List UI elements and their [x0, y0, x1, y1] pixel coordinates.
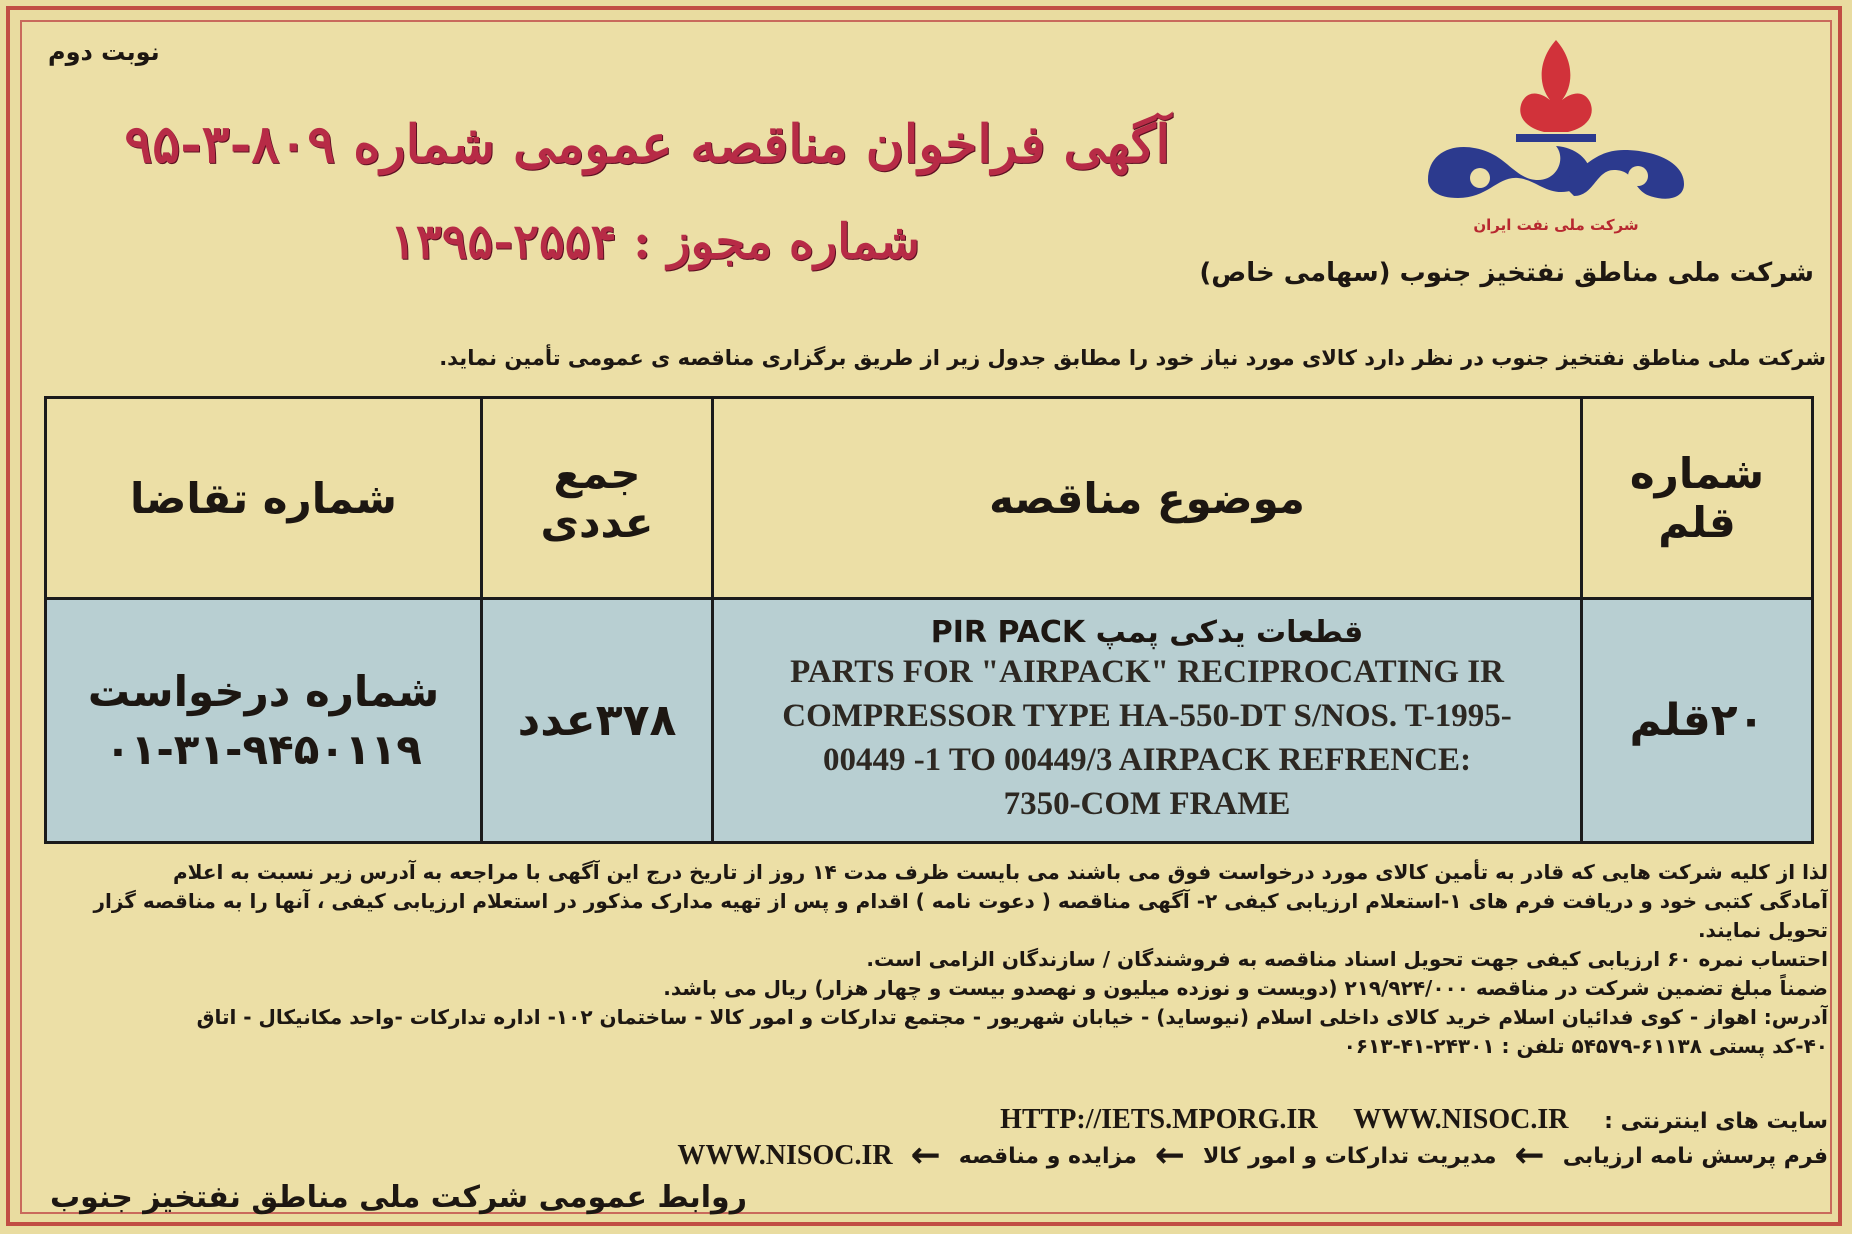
website-link-nisoc[interactable]: WWW.NISOC.IR — [1353, 1104, 1569, 1135]
permit-number: شماره مجوز : ۲۵۵۴-۱۳۹۵ — [390, 214, 920, 270]
request-number: ۰۱-۳۱-۹۴۵۰۱۱۹ — [105, 724, 422, 774]
website-link-iets[interactable]: HTTP://IETS.MPORG.IR — [1000, 1104, 1318, 1135]
subject-english-line: PARTS FOR "AIRPACK" RECIPROCATING IR — [790, 654, 1504, 690]
cell-subject — [713, 599, 1582, 843]
navigation-path — [677, 1135, 1828, 1176]
arrow-left-icon: ← — [1514, 1135, 1545, 1176]
header-request-number: شماره تقاضا — [46, 398, 482, 599]
subject-english-line: 7350-COM FRAME — [1003, 786, 1291, 822]
table-header-row — [46, 398, 1813, 599]
websites-label: سایت های اینترنتی : — [1604, 1109, 1828, 1134]
nioc-flame-logo-icon — [1388, 30, 1724, 216]
footer-signature: روابط عمومی شرکت ملی مناطق نفتخیز جنوب — [50, 1180, 747, 1215]
cell-quantity: ۳۷۸عدد — [482, 599, 713, 843]
table-row — [46, 599, 1813, 843]
header-quantity — [482, 398, 713, 599]
cell-request — [46, 599, 482, 843]
path-url-link[interactable]: WWW.NISOC.IR — [677, 1140, 893, 1171]
arrow-left-icon: ← — [910, 1135, 941, 1176]
notice-title: آگهی فراخوان مناقصه عمومی شماره ۸۰۹-۳-۹۵ — [124, 114, 1170, 175]
body-line: تحویل نمایند. — [1697, 918, 1828, 942]
header-item-number: شماره قلم — [1582, 398, 1813, 599]
company-name: شرکت ملی مناطق نفتخیز جنوب (سهامی خاص) — [1199, 258, 1814, 288]
body-line: ۴۰-کد پستی ۶۱۱۳۸-۵۴۵۷۹ تلفن : ۲۴۳۰۱-۴۱-۰۶۱۳ — [1343, 1034, 1828, 1058]
arrow-left-icon: ← — [1154, 1135, 1186, 1176]
logo — [1388, 30, 1724, 250]
body-line: آدرس: اهواز - کوی فدائیان اسلام خرید کالای داخلی اسلام (نیوساید) - خیابان شهریور - مجتمع تدارکات و امور کالا - ساختمان ۱۰۲- اداره تدارکات -واحد مکانیکال - اتاق — [196, 1005, 1828, 1029]
round-label: نوبت دوم — [48, 38, 160, 66]
body-line: لذا از کلیه شرکت هایی که قادر به تأمین کالای مورد درخواست فوق می باشند می بایست ظرف مدت ۱۴ روز از تاریخ درج این آگهی با مراجعه به آدرس زیر نسبت به اعلام — [172, 860, 1828, 884]
body-text — [28, 858, 1828, 1061]
path-step: فرم پرسش نامه ارزیابی — [1562, 1143, 1828, 1169]
subject-english-line: 00449 -1 TO 00449/3 AIRPACK REFRENCE: — [822, 742, 1472, 778]
websites-line — [1000, 1104, 1828, 1136]
subject-english-line: COMPRESSOR TYPE HA-550-DT S/NOS. T-1995- — [782, 698, 1512, 734]
body-line: ضمناً مبلغ تضمین شرکت در مناقصه ۲۱۹/۹۲۴/۰۰۰ (دویست و نوزده میلیون و نهصدو بیست و چهار هزار) ریال می باشد. — [663, 976, 1828, 1000]
tender-table — [44, 396, 1814, 844]
body-line: آمادگی کتبی خود و دریافت فرم های ۱-استعلام ارزیابی کیفی ۲- آگهی مناقصه ( دعوت نامه ) اقدام و پس از تهیه مدارک مذکور در استعلام ارزیابی کیفی ، آنها را به مناقصه گزار — [93, 889, 1828, 913]
request-label: شماره درخواست — [87, 666, 440, 716]
path-step: مدیریت تدارکات و امور کالا — [1203, 1143, 1497, 1169]
logo-caption: شرکت ملی نفت ایران — [1473, 216, 1639, 234]
subject-persian: قطعات یدکی پمپ PIR PACK — [930, 615, 1364, 650]
header-quantity-line2: عددی — [540, 498, 654, 547]
path-step: مزایده و مناقصه — [958, 1143, 1137, 1169]
body-line: احتساب نمره ۶۰ ارزیابی کیفی جهت تحویل اسناد مناقصه به فروشندگان / سازندگان الزامی است. — [866, 947, 1828, 971]
header-subject: موضوع مناقصه — [713, 398, 1582, 599]
header-quantity-line1: جمع — [553, 449, 641, 498]
intro-text: شرکت ملی مناطق نفتخیز جنوب در نظر دارد کالای مورد نیاز خود را مطابق جدول زیر از طریق برگزاری مناقصه ی عمومی تأمین نماید. — [439, 346, 1826, 370]
cell-item-count: ۲۰قلم — [1582, 599, 1813, 843]
